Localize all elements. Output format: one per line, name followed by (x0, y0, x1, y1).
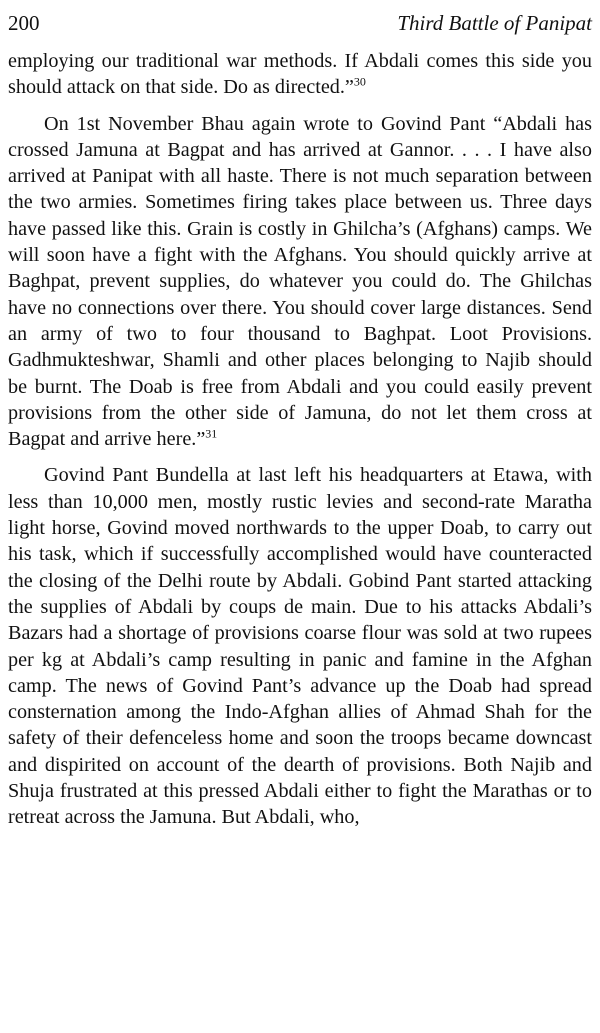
paragraph-text: employing our traditional war methods. If Abdali comes this side you should attack on that side. Do as directed.” (8, 50, 592, 99)
paragraph-text: On 1st November Bhau again wrote to Govind Pant “Abdali has crossed Jamuna at Bagpat and has arrived at Gannor. . . . I have also arrived at Panipat with all haste. There is not much separation between the two armies. Sometimes firing takes place between us. Three days have passed like this. Grain is costly in Ghilcha’s (Afghans) camps. We will soon have a fight with the Afghans. You should quickly arrive at Baghpat, prevent supplies, do whatever you could do. The Ghilchas have no connections over there. You should cover large distances. Send an army of two to four thousand to Baghpat. Loot Provisions. Gadhmukteshwar, Shamli and other places belonging to Najib should be burnt. The Doab is free from Abdali and you could easily prevent provisions from the other side of Jamuna, do not let them cross at Bagpat and arrive here.” (8, 112, 592, 451)
paragraph (8, 462, 592, 830)
paragraph-text: Govind Pant Bundella at last left his headquarters at Etawa, with less than 10,000 men, mostly rustic levies and second-rate Maratha light horse, Govind moved northwards to the upper Doab, to carry out his task, which if successfully accomplished would have counteracted the closing of the Delhi route by Abdali. Gobind Pant started attacking the supplies of Abdali by coups de main. Due to his attacks Abdali’s Bazars had a shortage of provisions coarse flour was sold at two rupees per kg at Abdali’s camp resulting in panic and famine in the Afghan camp. The news of Govind Pant’s advance up the Doab had spread consternation among the Indo-Afghan allies of Ahmad Shah for the safety of their defenceless home and soon the troops became downcast and dispirited on account of the dearth of provisions. Both Najib and Shuja frustrated at this pressed Abdali either to fight the Marathas or to retreat across the Jamuna. But Abdali, who, (8, 464, 592, 829)
paragraph (8, 111, 592, 453)
running-title: Third Battle of Panipat (397, 11, 592, 35)
body-text (8, 48, 592, 831)
page-number: 200 (8, 11, 40, 35)
footnote-marker: 30 (353, 74, 366, 89)
page-header (8, 10, 592, 48)
paragraph (8, 48, 592, 101)
footnote-marker: 31 (205, 426, 218, 441)
